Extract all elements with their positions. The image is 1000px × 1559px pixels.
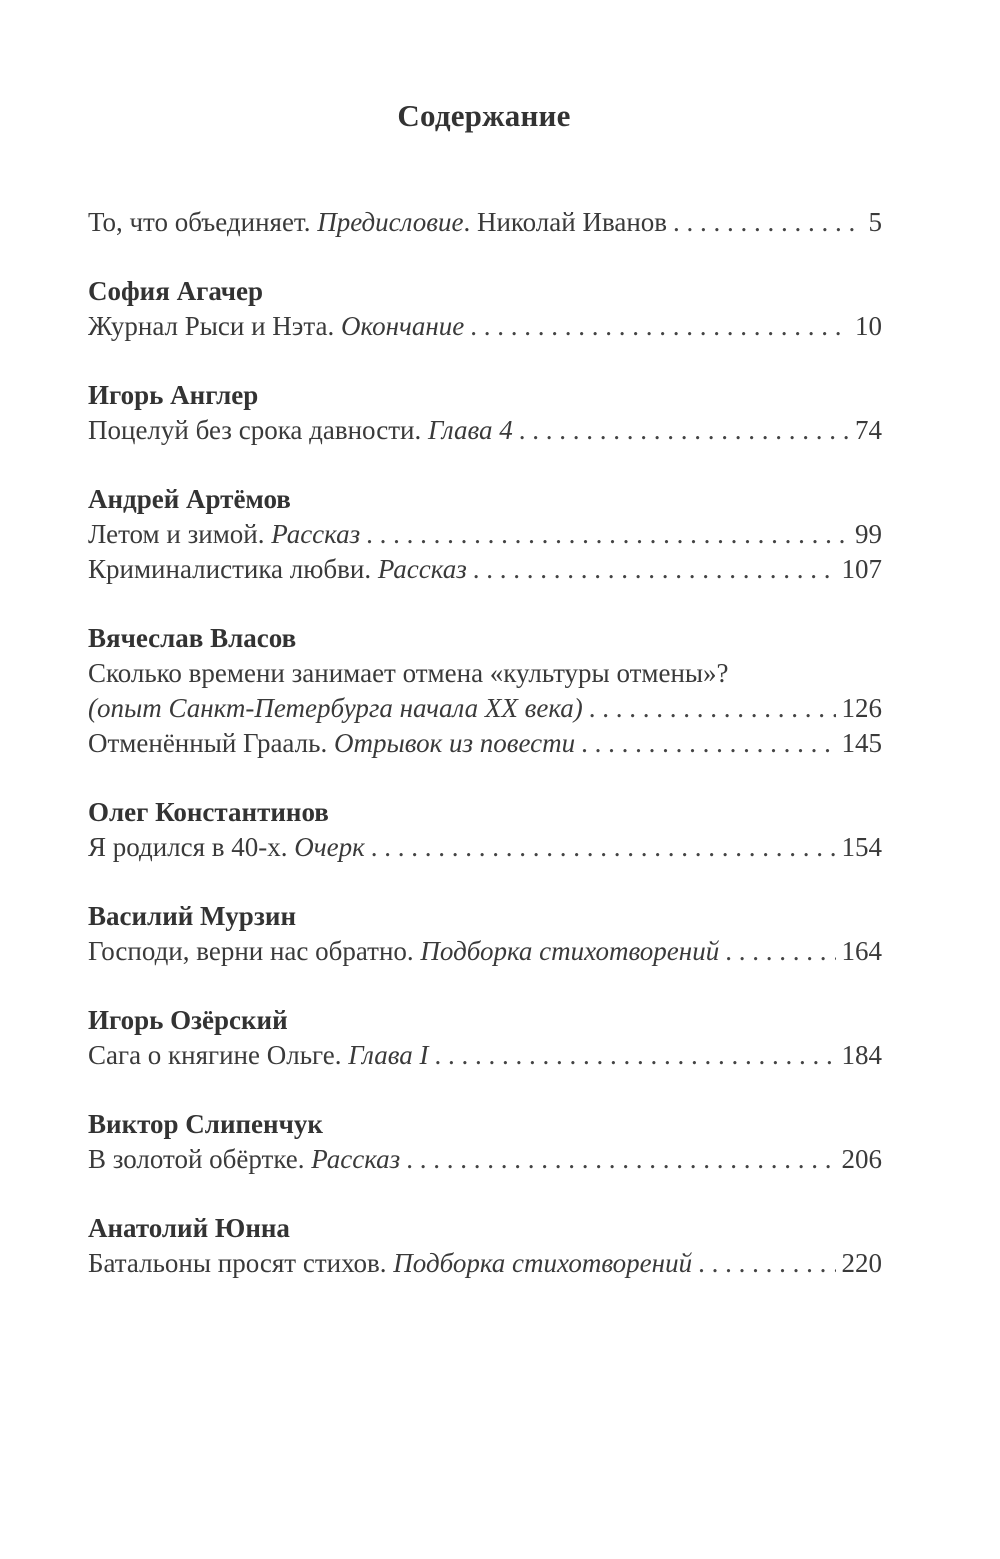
dot-leader xyxy=(473,552,836,587)
page-number: 145 xyxy=(841,728,882,758)
entry-title: Батальоны просят стихов. Подборка стихотворений xyxy=(88,1248,693,1278)
page-number: 184 xyxy=(841,1040,882,1070)
entry-title: Криминалистика любви. Рассказ xyxy=(88,554,467,584)
entry-title: То, что объединяет. Предисловие. Николай Иванов xyxy=(88,207,668,237)
toc-group-preface xyxy=(88,205,882,240)
entry-title: Летом и зимой. Рассказ xyxy=(88,519,361,549)
page-number: 164 xyxy=(841,936,882,966)
author-name: Анатолий Юнна xyxy=(88,1213,290,1243)
page-number: 74 xyxy=(855,415,882,445)
toc-entry[interactable] xyxy=(88,934,882,969)
toc-group xyxy=(88,1107,882,1177)
toc-entry[interactable] xyxy=(88,1038,882,1073)
page-number: 10 xyxy=(855,311,882,341)
toc-entry[interactable] xyxy=(88,413,882,448)
author-name: Андрей Артёмов xyxy=(88,484,291,514)
toc-group xyxy=(88,482,882,587)
toc-entry[interactable] xyxy=(88,830,882,865)
entry-title-line: Сколько времени занимает отмена «культуры отмены»? xyxy=(88,658,729,688)
toc-entry[interactable] xyxy=(88,309,882,344)
entry-title: В золотой обёртке. Рассказ xyxy=(88,1144,401,1174)
dot-leader xyxy=(435,1038,836,1073)
entry-title: Журнал Рыси и Нэта. Окончание xyxy=(88,311,465,341)
entry-title: Отменённый Грааль. Отрывок из повести xyxy=(88,728,576,758)
page-number: 99 xyxy=(855,519,882,549)
dot-leader xyxy=(581,726,835,761)
toc-group xyxy=(88,621,882,761)
dot-leader xyxy=(725,934,835,969)
dot-leader xyxy=(406,1142,835,1177)
dot-leader xyxy=(589,691,836,726)
author-name: Василий Мурзин xyxy=(88,901,296,931)
toc-group xyxy=(88,1003,882,1073)
toc-entry[interactable] xyxy=(88,1142,882,1177)
entry-title: Господи, верни нас обратно. Подборка стихотворений xyxy=(88,936,720,966)
author-name: Игорь Озёрский xyxy=(88,1005,288,1035)
toc-entry[interactable] xyxy=(88,1246,882,1281)
toc-group xyxy=(88,274,882,344)
dot-leader xyxy=(519,413,849,448)
page-number: 107 xyxy=(841,554,882,584)
page-number: 220 xyxy=(841,1248,882,1278)
entry-title: Я родился в 40-х. Очерк xyxy=(88,832,365,862)
author-name: Вячеслав Власов xyxy=(88,623,297,653)
page-number: 126 xyxy=(841,693,882,723)
page-number: 5 xyxy=(868,207,882,237)
dot-leader xyxy=(673,205,862,240)
author-name: Виктор Слипенчук xyxy=(88,1109,323,1139)
dot-leader xyxy=(366,517,849,552)
toc-group xyxy=(88,899,882,969)
table-of-contents xyxy=(88,205,882,1281)
page-title: Содержание xyxy=(397,98,571,133)
entry-title: (опыт Санкт-Петербурга начала XX века) xyxy=(88,693,583,723)
page-number: 154 xyxy=(841,832,882,862)
toc-group xyxy=(88,1211,882,1281)
toc-entry[interactable] xyxy=(88,552,882,587)
author-name: Игорь Англер xyxy=(88,380,259,410)
toc-entry[interactable] xyxy=(88,691,882,726)
page-number: 206 xyxy=(841,1144,882,1174)
author-name: Олег Константинов xyxy=(88,797,329,827)
entry-title: Сага о княгине Ольге. Глава I xyxy=(88,1040,429,1070)
entry-title: Поцелуй без срока давности. Глава 4 xyxy=(88,415,513,445)
toc-entry[interactable] xyxy=(88,205,882,240)
dot-leader xyxy=(371,830,836,865)
dot-leader xyxy=(698,1246,835,1281)
toc-group xyxy=(88,378,882,448)
toc-entry[interactable] xyxy=(88,517,882,552)
author-name: София Агачер xyxy=(88,276,263,306)
toc-entry[interactable] xyxy=(88,726,882,761)
toc-group xyxy=(88,795,882,865)
dot-leader xyxy=(470,309,849,344)
